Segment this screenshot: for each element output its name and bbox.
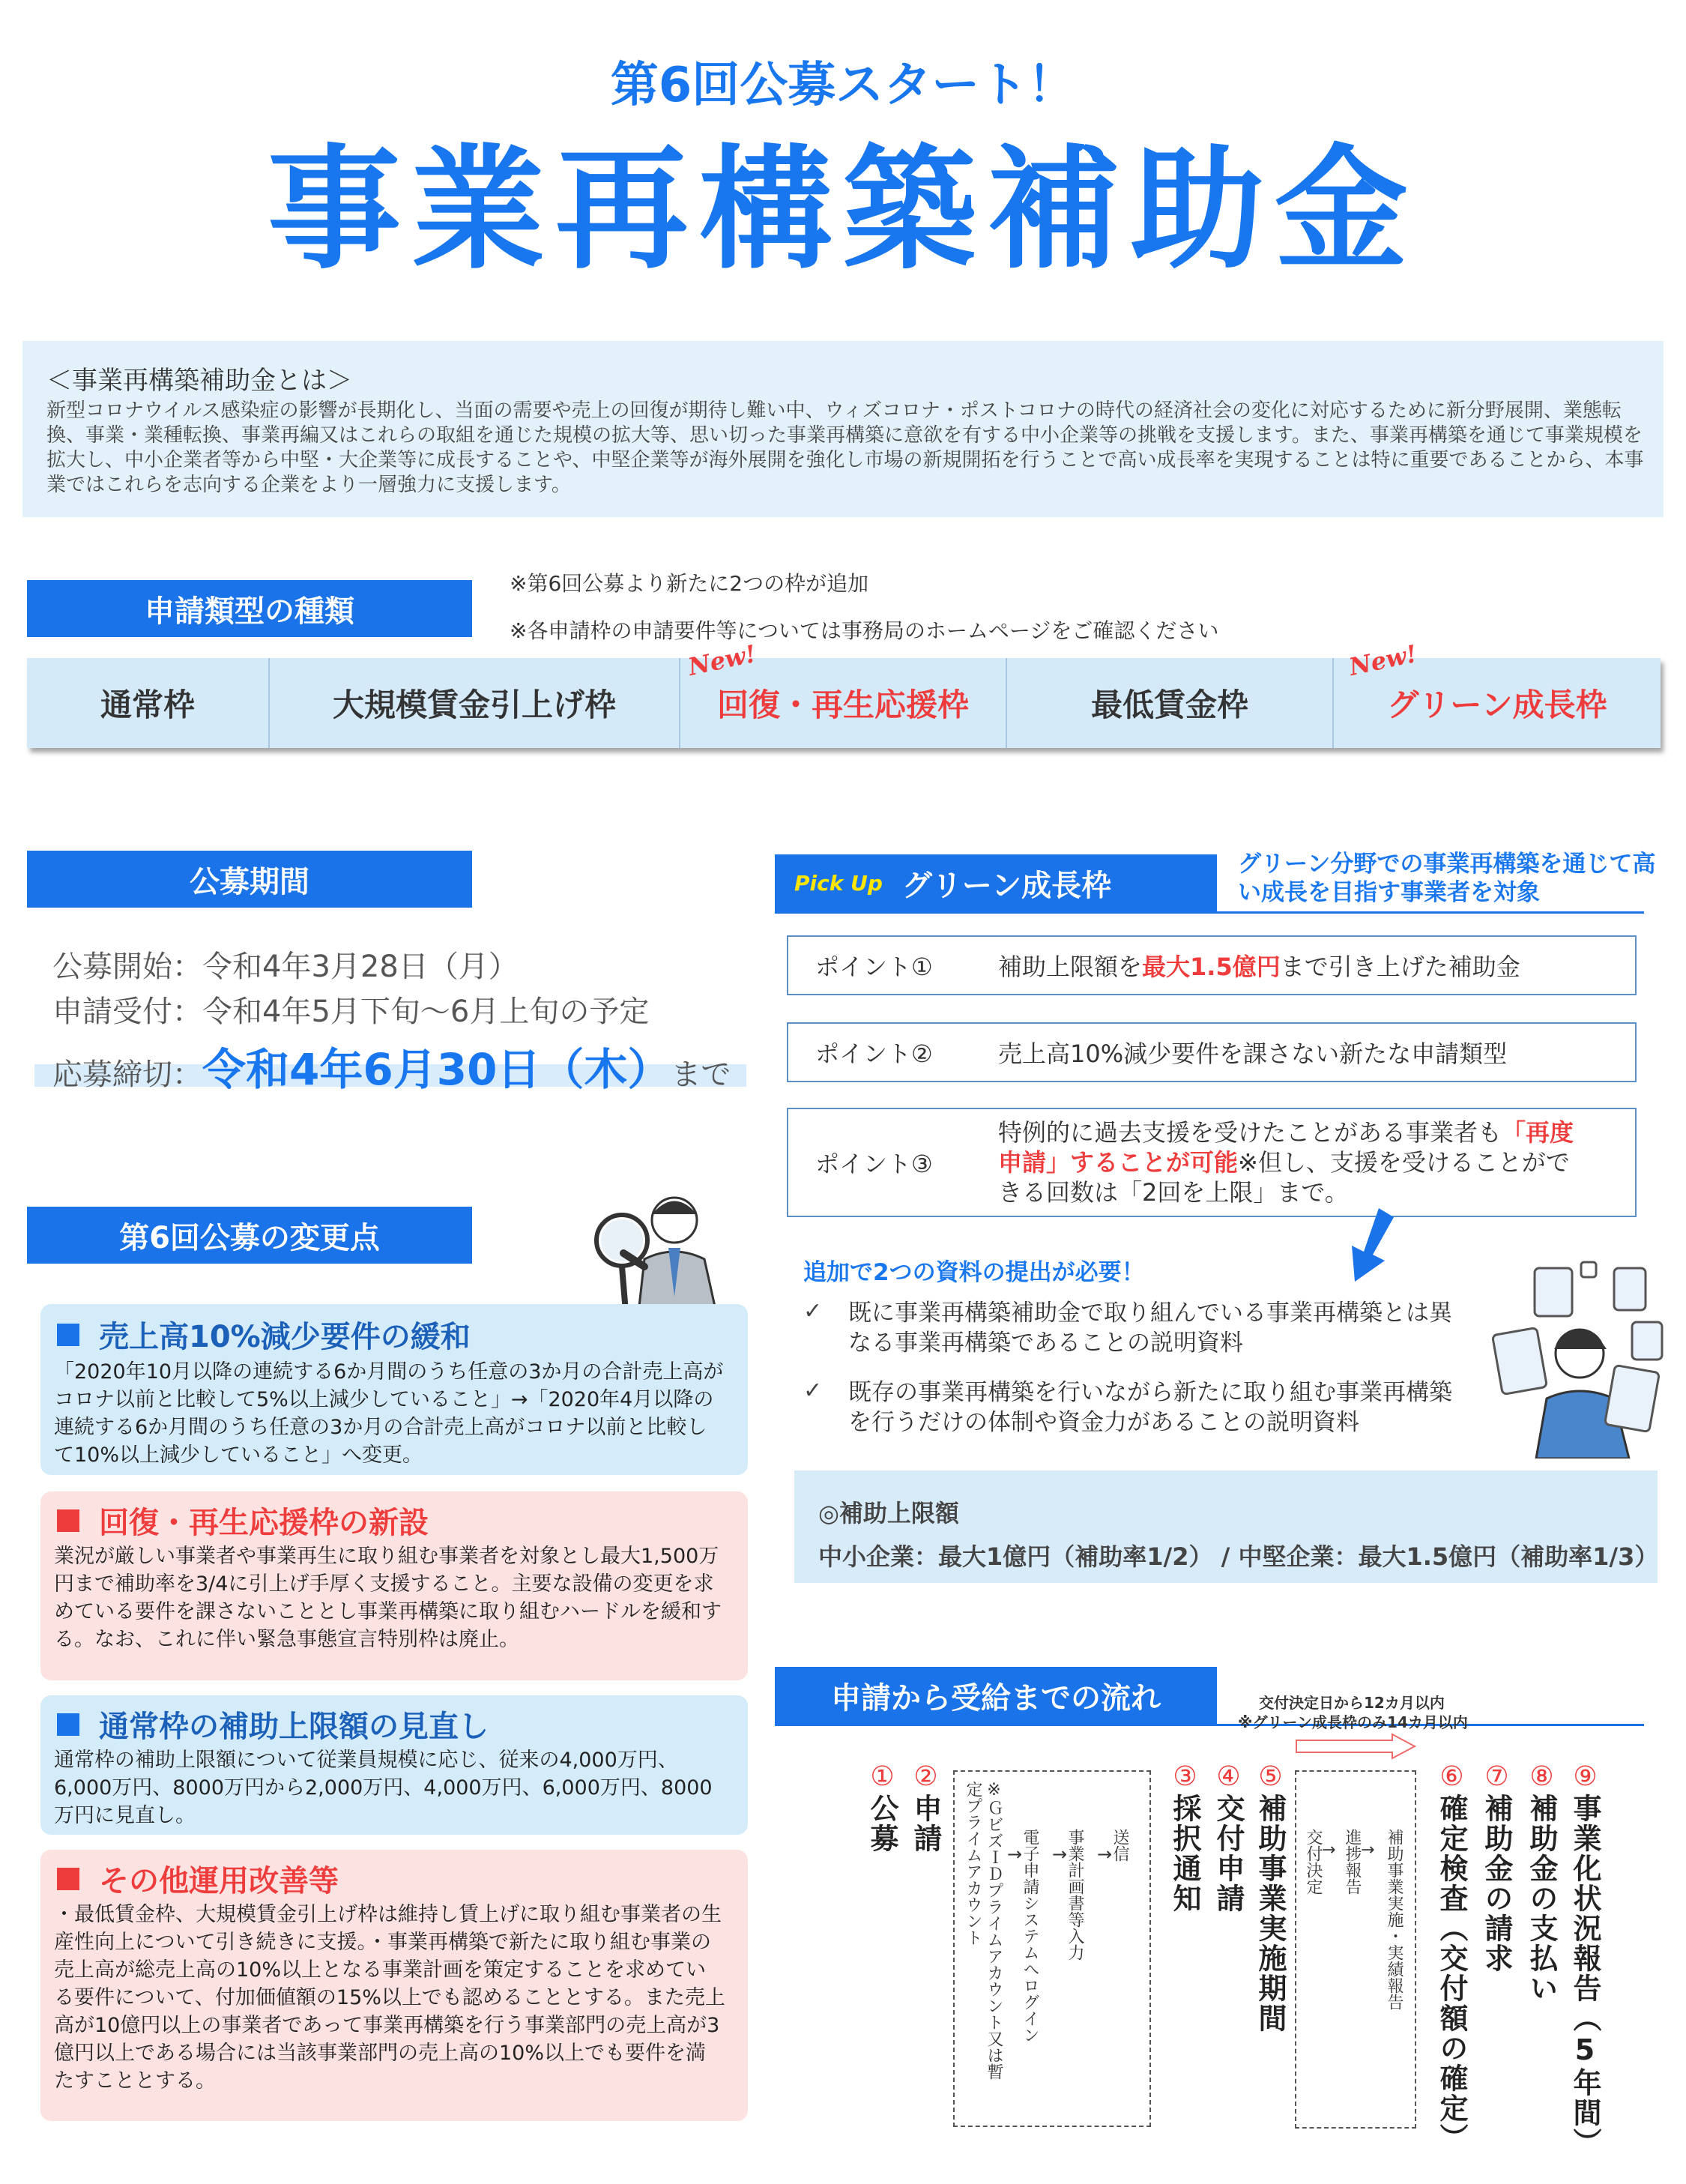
types-heading: 申請類型の種類 [27, 580, 472, 637]
flow-step-1 [862, 1761, 903, 1853]
new-badge-green: New! [1347, 639, 1420, 682]
flow-step-7-label: 補助金の請求 [1480, 1794, 1513, 1973]
down-arrow-icon [1341, 1208, 1401, 1283]
type-min-wage [1007, 658, 1334, 748]
flow-underline [775, 1724, 1644, 1726]
about-body: 新型コロナウイルス感染症の影響が長期化し、当面の需要や売上の回復が期待し難い中、ウィズコロナ・ポストコロナの時代の経済社会の変化に対応するために新分野展開、業態転換、事業・業種転換、事業再編又はこれらの取組を通じた規模の拡大等、思い切った事業再構築に意欲を有する中小企業等の挑戦を支援します。また、事業再構築を通じて事業規模を拡大し、中小企業者等から中堅・大企業等に成長することや、中堅企業等が海外展開を強化し市場の新規開拓を行うことで高い成長率を実現することは特に重要であることから、本事業ではこれらを志向する企業をより一層強力に支援します。 [46, 399, 1644, 496]
type-recovery-label: 回復・再生応援枠 [716, 687, 969, 723]
point-3-text [998, 1117, 1590, 1207]
pickup-heading: グリーン成長枠 [901, 868, 1112, 903]
flow-step-3-num: ③ [1170, 1761, 1200, 1794]
check-icon: ✓ [803, 1298, 823, 1324]
flow-step-9-label: 事業化状況報告（5年間） [1568, 1794, 1601, 2158]
change-1-title-text: 売上高10%減少要件の緩和 [99, 1320, 471, 1354]
deadline-label: 応募締切： [52, 1058, 202, 1092]
change-4-body: ・最低賃金枠、大規模賃金引上げ枠は維持し賃上げに取り組む事業者の生産性向上について引き続きに支援。・事業再構築で新たに取り組む事業の売上高が総売上高の10%以上となる事業計画を策定することを求めている要件について、付加価値額の15%以上でも認めることとする。また売上高が10億円以上の事業者であって事業再構築を行う事業部門の売上高が3億円以上である場合には当該事業部門の売上高の10%以上でも要件を満たすこととする。 [54, 1903, 725, 2093]
flow-step-5-label: 補助事業実施期間 [1254, 1794, 1287, 2033]
point-3-label: ポイント③ [815, 1150, 933, 1178]
impl-detail-3: 補助事業実施・実績報告 [1385, 1829, 1404, 2010]
flow-step-6-label: 確定検査（交付額の確定） [1435, 1794, 1468, 2153]
type-min-wage-label: 最低賃金枠 [1090, 687, 1248, 723]
flow-step-8-label: 補助金の支払い [1525, 1794, 1558, 2003]
change-4-title [57, 1857, 339, 1900]
period-deadline [52, 1034, 731, 1097]
change-4-title-text: その他運用改善等 [99, 1864, 339, 1898]
apply-arrow-1: → [1007, 1844, 1023, 1865]
square-bullet-icon [57, 1324, 79, 1346]
deadline-suffix: まで [671, 1058, 731, 1092]
flow-step-9-num: ⑨ [1570, 1761, 1601, 1794]
pickup-tag: Pick Up [794, 870, 883, 896]
flow-step-4-label: 交付申請 [1212, 1794, 1245, 1913]
flow-step-6 [1431, 1761, 1472, 2153]
flow-step-5-num: ⑤ [1255, 1761, 1286, 1794]
point-2 [787, 1022, 1637, 1082]
period-arrow-icon [1295, 1733, 1418, 1760]
flow-step-7 [1476, 1761, 1517, 1973]
types-note-2: ※各申請枠の申請要件等については事務局のホームページをご確認ください [510, 618, 1219, 643]
change-3-body: 通常枠の補助上限額について従業員規模に応じ、従来の4,000万円、6,000万円、8000万円から2,000万円、4,000万円、6,000万円、8000万円に見直し。 [54, 1749, 713, 1827]
period-heading: 公募期間 [27, 851, 472, 908]
types-row [27, 658, 1661, 748]
pickup-heading-bar [775, 854, 1217, 911]
changes-heading: 第6回公募の変更点 [27, 1207, 472, 1264]
square-bullet-icon [57, 1868, 79, 1890]
new-badge-recovery: New! [686, 639, 759, 682]
type-green-label: グリーン成長枠 [1387, 687, 1607, 723]
change-3-title-text: 通常枠の補助上限額の見直し [99, 1710, 489, 1744]
change-2-title-text: 回復・再生応援枠の新設 [99, 1506, 429, 1540]
types-note-1: ※第6回公募より新たに2つの枠が追加 [510, 571, 869, 596]
flow-step-4-num: ④ [1213, 1761, 1244, 1794]
flow-heading: 申請から受給までの流れ [775, 1667, 1217, 1724]
impl-arrow-1: → [1322, 1841, 1336, 1859]
type-large-wage-label: 大規模賃金引上げ枠 [332, 687, 616, 723]
type-regular [27, 658, 270, 748]
limit-heading: ◎補助上限額 [818, 1499, 959, 1527]
point-1-em: 最大1.5億円 [1142, 953, 1281, 981]
impl-detail-2: 進捗報告 [1343, 1829, 1362, 1895]
page-title: 事業再構築補助金 [268, 132, 1418, 287]
impl-arrow-2: → [1361, 1841, 1375, 1859]
flow-deadline-note-1: 交付決定日から12カ月以内 [1259, 1694, 1445, 1712]
point-1-post: まで引き上げた補助金 [1280, 953, 1520, 981]
point-3-post: ※但し、支援を受けることができる回数は「2回を上限」まで。 [998, 1148, 1570, 1207]
flow-step-9 [1565, 1761, 1606, 2158]
limit-body: 中小企業：最大1億円（補助率1/2） / 中堅企業：最大1.5億円（補助率1/3） [818, 1542, 1659, 1571]
apply-arrow-2: → [1052, 1844, 1068, 1865]
period-accept: 申請受付：令和4年5月下旬～6月上旬の予定 [52, 995, 650, 1029]
subtitle: 第6回公募スタート！ [610, 58, 1076, 113]
about-heading: ＜事業再構築補助金とは＞ [46, 366, 352, 396]
flow-step-8 [1521, 1761, 1562, 2003]
deadline-date: 令和4年6月30日（木） [202, 1044, 671, 1095]
flow-step-7-num: ⑦ [1481, 1761, 1512, 1794]
change-3-title [57, 1703, 489, 1746]
doc-item-2 [803, 1378, 1478, 1438]
type-regular-label: 通常枠 [100, 687, 195, 723]
apply-detail-1: ※ＧビズＩＤプライムアカウント又は暫定プライムアカウント [964, 1781, 1003, 2080]
pickup-target: グリーン分野での事業再構築を通じて高い成長を目指す事業者を対象 [1238, 851, 1656, 906]
point-1-label: ポイント① [815, 953, 933, 981]
change-2-title [57, 1499, 429, 1542]
flow-step-2 [905, 1761, 946, 1853]
point-3-em: 「再度申請」することが可能 [998, 1118, 1574, 1177]
doc-item-1-text: 既に事業再構築補助金で取り組んでいる事業再構築とは異なる事業再構築であることの説明資料 [848, 1300, 1452, 1357]
doc-item-2-text: 既存の事業再構築を行いながら新たに取り組む事業再構築を行うだけの体制や資金力があることの説明資料 [848, 1379, 1452, 1436]
point-2-label: ポイント② [815, 1040, 933, 1068]
flow-step-8-num: ⑧ [1526, 1761, 1557, 1794]
square-bullet-icon [57, 1509, 79, 1532]
point-1-pre: 補助上限額を [998, 953, 1143, 981]
point-3 [787, 1108, 1637, 1217]
change-1-body: 「2020年10月以降の連続する6か月間のうち任意の3か月の合計売上高がコロナ以前と比較して5%以上減少していること」→「2020年4月以降の連続する6か月間のうち任意の3か月の合計売上高がコロナ以前と比較して10%以上減少していること」へ変更。 [54, 1360, 724, 1467]
change-2-body: 業況が厳しい事業者や事業再生に取り組む事業者を対象とし最大1,500万円まで補助率を3/4に引上げ手厚く支援すること。主要な設備の変更を求めている要件を課さないこととし事業再構築に取り組むハードルを緩和する。なお、これに伴い緊急事態宣言特別枠は廃止。 [54, 1545, 722, 1651]
apply-detail-3: 事業計画書等入力 [1066, 1829, 1084, 1961]
pickup-underline [775, 911, 1644, 914]
flow-step-4 [1208, 1761, 1249, 1913]
flow-step-2-num: ② [910, 1761, 941, 1794]
flow-step-5 [1250, 1761, 1291, 2033]
point-3-pre: 特例的に過去支援を受けたことがある事業者も [998, 1118, 1502, 1147]
flow-step-2-label: 申請 [909, 1794, 942, 1853]
flow-step-3-label: 採択通知 [1168, 1794, 1201, 1913]
square-bullet-icon [57, 1713, 79, 1736]
point-1 [787, 935, 1637, 995]
change-1-title [57, 1313, 471, 1356]
docs-heading: 追加で2つの資料の提出が必要！ [803, 1259, 1145, 1286]
check-icon: ✓ [803, 1378, 823, 1404]
flow-step-1-label: 公募 [865, 1794, 898, 1853]
apply-detail-2: 電子申請システムへログイン [1021, 1829, 1039, 2043]
flow-deadline-note-2: ※グリーン成長枠のみ14カ月以内 [1238, 1713, 1468, 1731]
doc-item-1 [803, 1298, 1478, 1358]
flow-step-3 [1164, 1761, 1206, 1913]
flow-step-6-num: ⑥ [1436, 1761, 1467, 1794]
apply-arrow-3: → [1097, 1844, 1113, 1865]
type-large-wage [270, 658, 680, 748]
point-1-text [998, 948, 1520, 983]
period-start: 公募開始：令和4年3月28日（月） [52, 950, 519, 984]
impl-detail-1: 交付決定 [1304, 1829, 1323, 1895]
flow-step-1-num: ① [867, 1761, 898, 1794]
point-2-text: 売上高10%減少要件を課さない新たな申請類型 [998, 1040, 1508, 1068]
person-documents-illustration [1482, 1256, 1670, 1458]
apply-detail-4: 送信 [1111, 1829, 1129, 1862]
